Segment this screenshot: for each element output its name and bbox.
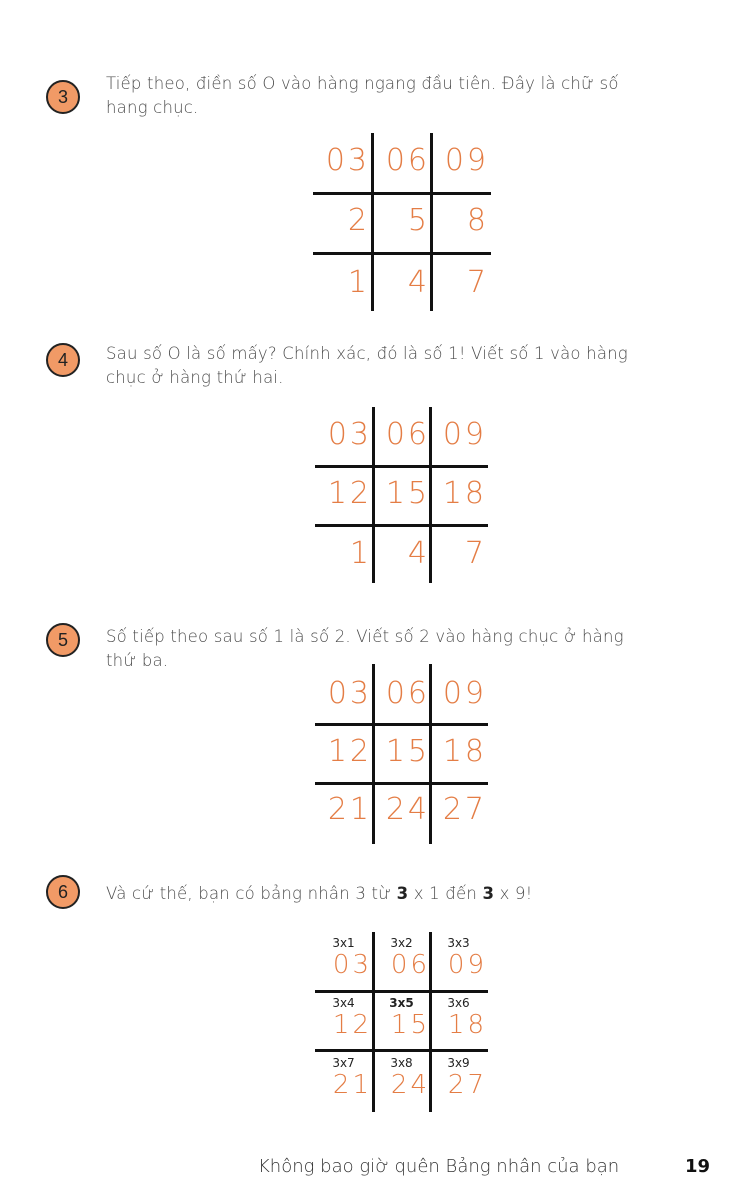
grid-cell (373, 936, 430, 980)
step-number-badge: 3 (46, 80, 80, 114)
grid-line (315, 990, 488, 993)
step-text (106, 72, 706, 120)
step-text-prefix: Và cứ thế, bạn có bảng nhân 3 từ (106, 884, 397, 903)
factor-label: 3x6 (447, 996, 470, 1010)
grid-cell: 7 (466, 265, 489, 300)
multiplication-grid (315, 407, 488, 583)
grid-line (315, 723, 488, 726)
grid-cell: 15 (385, 476, 430, 511)
factor-label: 3x5 (389, 996, 414, 1010)
grid-cell: 03 (327, 417, 372, 452)
grid-cell: 06 (385, 417, 430, 452)
grid-cell: 24 (385, 792, 430, 827)
grid-cell: 15 (385, 734, 430, 769)
grid-cell (430, 996, 487, 1040)
grid-line (315, 782, 488, 785)
grid-cell: 18 (442, 476, 487, 511)
product-value: 12 (332, 1010, 372, 1040)
grid-cell: 09 (442, 676, 487, 711)
grid-cell (373, 1056, 430, 1100)
grid-cell: 4 (407, 265, 430, 300)
grid-cell (315, 996, 372, 1040)
grid-line (313, 192, 491, 195)
book-title: Không bao giờ quên Bảng nhân của bạn (258, 1156, 620, 1177)
step-text-line-2: thứ ba. (106, 651, 169, 670)
step-text-bold: 3 (482, 884, 495, 903)
step-number-badge: 6 (46, 875, 80, 909)
step-text-mid: x 1 đến (408, 884, 483, 903)
product-value: 27 (447, 1070, 487, 1100)
grid-cell (430, 1056, 487, 1100)
step-text-line-1: Tiếp theo, điền số O vào hàng ngang đầu tiên. Đây là chữ số (106, 74, 619, 93)
multiplication-grid (313, 133, 491, 311)
grid-cell: 09 (442, 417, 487, 452)
grid-cell (315, 1056, 372, 1100)
grid-cell: 1 (347, 265, 370, 300)
grid-cell: 4 (407, 536, 430, 571)
step-number-badge: 4 (46, 343, 80, 377)
factor-label: 3x8 (390, 1056, 413, 1070)
step-text-suffix: x 9! (494, 884, 533, 903)
grid-cell: 8 (466, 203, 489, 238)
product-value: 24 (390, 1070, 430, 1100)
grid-cell: 21 (327, 792, 372, 827)
grid-cell: 5 (407, 203, 430, 238)
page-number: 19 (685, 1156, 711, 1177)
grid-cell: 06 (385, 676, 430, 711)
step-text (106, 342, 706, 390)
grid-cell (315, 936, 372, 980)
grid-cell: 7 (464, 536, 487, 571)
grid-cell: 27 (442, 792, 487, 827)
grid-line (313, 252, 491, 255)
product-value: 15 (390, 1010, 430, 1040)
step-number-badge: 5 (46, 623, 80, 657)
factor-label: 3x2 (390, 936, 413, 950)
product-value: 03 (332, 950, 372, 980)
product-value: 06 (390, 950, 430, 980)
step-text (106, 882, 706, 906)
grid-cell: 12 (327, 476, 372, 511)
multiplication-grid (315, 932, 488, 1112)
grid-cell: 09 (444, 143, 489, 178)
product-value: 18 (447, 1010, 487, 1040)
factor-label: 3x9 (447, 1056, 470, 1070)
grid-line (315, 524, 488, 527)
step-text-line-1: Sau số O là số mấy? Chính xác, đó là số 1! Viết số 1 vào hàng (106, 344, 628, 363)
grid-cell: 2 (347, 203, 370, 238)
grid-cell: 03 (327, 676, 372, 711)
grid-cell (430, 936, 487, 980)
grid-cell: 18 (442, 734, 487, 769)
grid-cell: 06 (385, 143, 430, 178)
product-value: 21 (332, 1070, 372, 1100)
grid-cell: 03 (325, 143, 370, 178)
step-text-line-2: chục ở hàng thứ hai. (106, 368, 284, 387)
step-text-line-2: hang chục. (106, 98, 199, 117)
step-text-line-1: Số tiếp theo sau số 1 là số 2. Viết số 2 vào hàng chục ở hàng (106, 627, 624, 646)
factor-label: 3x7 (332, 1056, 355, 1070)
factor-label: 3x3 (447, 936, 470, 950)
product-value: 09 (447, 950, 487, 980)
grid-cell (373, 996, 430, 1040)
grid-line (315, 1049, 488, 1052)
factor-label: 3x4 (332, 996, 355, 1010)
grid-cell: 12 (327, 734, 372, 769)
multiplication-grid (315, 664, 488, 844)
grid-line (315, 465, 488, 468)
factor-label: 3x1 (332, 936, 355, 950)
grid-cell: 1 (349, 536, 372, 571)
step-text-bold: 3 (396, 884, 409, 903)
